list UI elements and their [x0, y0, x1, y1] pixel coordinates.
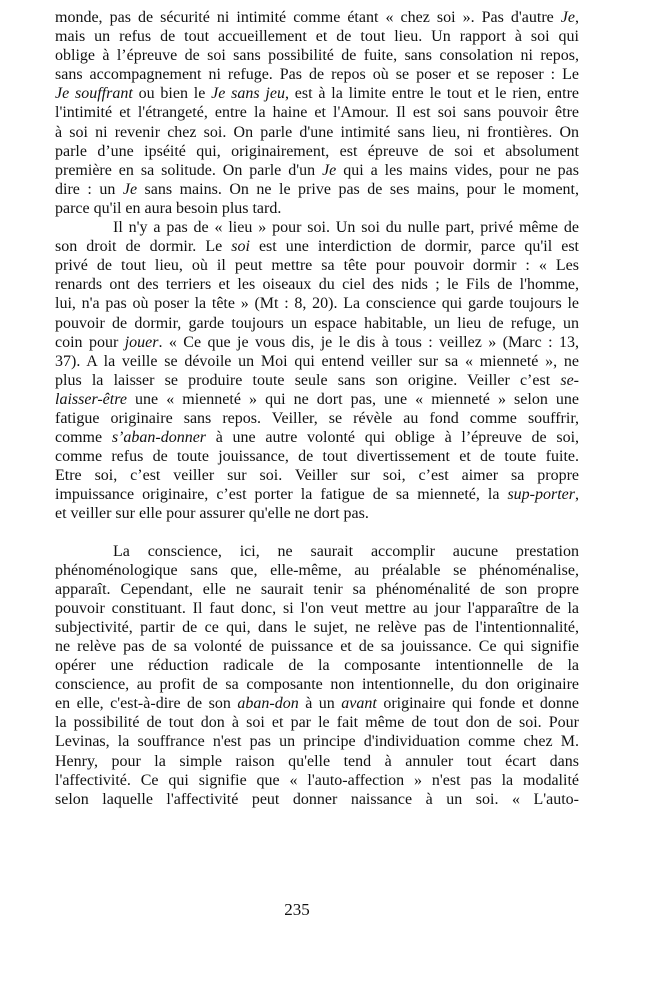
text-run: une « mienneté » qui ne dort pas, une « mienneté » selon une — [126, 390, 579, 408]
text-line — [55, 294, 579, 313]
text-line — [55, 752, 579, 771]
italic-text: Je sans jeu — [211, 85, 285, 103]
text-run: opérer une réduction radicale de la composante intentionnelle de la — [55, 657, 579, 675]
text-line — [55, 409, 579, 428]
text-line — [55, 103, 579, 122]
text-run: en elle, c'est-à-dire de son — [55, 695, 238, 713]
italic-text: soi — [231, 238, 250, 256]
text-line — [55, 618, 579, 637]
text-run: oblige à l’épreuve de soi sans possibilité de fuite, sans consolation ni repos, — [55, 47, 579, 65]
text-run: qui a les mains vides, pour ne pas — [336, 161, 579, 179]
text-line — [55, 447, 579, 466]
text-line — [55, 694, 579, 713]
text-run: pouvoir de dormir, garde toujours un espace habitable, un lieu de refuge, un — [55, 314, 579, 332]
text-run: sans accompagnement ni refuge. Pas de repos où se poser et se reposer : Le — [55, 66, 579, 84]
paragraph — [55, 218, 579, 524]
text-run: la possibilité de tout don à soi et par le fait même de tout don de soi. Pour — [55, 714, 579, 732]
text-run: dire : un — [55, 180, 123, 198]
text-run: originaire qui fonde et donne — [376, 695, 579, 713]
text-run: , — [575, 486, 579, 504]
paragraph — [55, 8, 579, 218]
italic-text: avant — [341, 695, 377, 713]
text-run: à soi ni revenir chez soi. On parle d'une intimité sans lieu, ni frontières. On — [55, 123, 579, 141]
text-line — [55, 675, 579, 694]
text-run: selon laquelle l'affectivité peut donner naissance à un soi. « L'auto- — [55, 790, 579, 808]
text-line — [55, 237, 579, 256]
text-run: coin pour — [55, 333, 125, 351]
text-line — [55, 390, 579, 409]
text-line — [55, 46, 579, 65]
italic-text: Je — [560, 9, 575, 26]
text-run: mais un refus de tout accueillement et de tout lieu. Un rapport à soi qui — [55, 28, 579, 46]
text-run: Il n'y a pas de « lieu » pour soi. Un soi du nulle part, privé même de — [113, 219, 579, 237]
text-run: subjectivité, partir de ce qui, dans le sujet, ne relève pas de l'intentionnalité, — [55, 618, 579, 636]
text-run: renards ont des terriers et les oiseaux du ciel des nids ; le Fils de l'homme, — [55, 276, 579, 294]
text-line — [55, 371, 579, 390]
text-run: privé de tout lieu, où il peut mettre sa tête pour pouvoir dormir : « Les — [55, 257, 579, 275]
paragraph — [55, 542, 579, 809]
text-line — [55, 8, 579, 27]
text-run: ou bien le — [132, 85, 212, 103]
text-run: sans mains. On ne le prive pas de ses mains, pour le moment, — [137, 180, 579, 198]
text-run: à une autre volonté qui oblige à l’épreuve de soi, — [206, 429, 580, 447]
text-line — [55, 732, 579, 751]
text-run: l'intimité et l'étrangeté, entre la haine et l'Amour. Il est soi sans pouvoir être — [55, 104, 579, 122]
text-run: l'affectivité. Ce qui signifie que « l'auto-affection » n'est pas la modalité — [55, 771, 579, 789]
text-line — [55, 656, 579, 675]
text-run: conscience, au profit de sa composante non intentionnelle, du don originaire — [55, 676, 579, 694]
text-run: et veiller sur elle pour assurer qu'elle ne dort pas. — [55, 505, 369, 523]
paragraph-gap — [55, 524, 579, 542]
text-run: à un — [298, 695, 342, 713]
italic-text: Je souffrant — [55, 85, 133, 103]
page-number — [0, 900, 650, 920]
text-run: parce qu'il en aura besoin plus tard. — [55, 199, 282, 217]
text-run: comme refus de toute jouissance, de tout divertissement et de toute fuite. — [55, 448, 579, 466]
text-run: première en sa solitude. On parle d'un — [55, 161, 323, 179]
text-run: son droit de dormir. Le — [55, 238, 232, 256]
text-line — [55, 84, 579, 103]
text-run: Henry, pour la simple raison qu'elle tend à annuler tout écart dans — [55, 752, 579, 770]
text-line — [55, 542, 579, 561]
text-line — [55, 485, 579, 504]
text-line — [55, 65, 579, 84]
text-line — [55, 561, 579, 580]
text-line — [55, 199, 579, 218]
text-run: , est à la limite entre le tout et le rien, entre — [284, 85, 580, 103]
italic-text: Je — [322, 161, 337, 179]
text-line — [55, 142, 579, 161]
text-run: Levinas, la souffrance n'est pas un principe d'individuation comme chez M. — [55, 733, 579, 751]
text-run: lui, n'a pas où poser la tête » (Mt : 8, 20). La conscience qui garde toujours le — [55, 295, 579, 313]
italic-text: s’aban-donner — [111, 429, 207, 447]
text-run: apparaît. Cependant, elle ne saurait tenir sa phénoménalité de son propre — [55, 580, 579, 598]
text-line — [55, 713, 579, 732]
text-run: plus la laisser se produire toute seule sans son origine. Veiller c’est — [55, 371, 561, 389]
text-run: Etre soi, c’est veiller sur soi. Veiller sur soi, c’est aimer sa propre — [55, 467, 579, 485]
text-line — [55, 180, 579, 199]
text-line — [55, 771, 579, 790]
text-line — [55, 27, 579, 46]
italic-text: laisser-être — [55, 390, 127, 408]
text-line — [55, 466, 579, 485]
text-run: , — [575, 9, 579, 26]
text-run: ne relève pas de sa volonté de puissance et de sa jouissance. Ce qui signifie — [55, 638, 579, 655]
page-number-text: 235 — [284, 900, 310, 919]
text-line — [55, 275, 579, 294]
text-line — [55, 637, 579, 656]
text-line — [55, 314, 579, 333]
text-line — [55, 504, 579, 523]
text-line — [55, 123, 579, 142]
text-line — [55, 352, 579, 371]
text-run: fatigue originaire sans repos. Veiller, se révèle au fond comme souffrir, — [55, 409, 579, 427]
text-line — [55, 333, 579, 352]
text-line — [55, 256, 579, 275]
text-run: comme — [55, 429, 112, 447]
italic-text: jouer — [124, 333, 159, 351]
text-line — [55, 428, 579, 447]
text-line — [55, 790, 579, 809]
text-run: impuissance originaire, c’est porter la fatigue de sa mienneté, la — [55, 486, 508, 504]
text-line — [55, 599, 579, 618]
italic-text: se- — [560, 371, 579, 389]
text-run: La conscience, ici, ne saurait accomplir aucune prestation — [113, 542, 579, 560]
text-run: monde, pas de sécurité ni intimité comme étant « chez soi ». Pas d'autre — [55, 9, 561, 26]
text-run: pouvoir constituant. Il faut donc, si l'on veut mettre au jour l'apparaître de la — [55, 599, 579, 617]
text-line — [55, 580, 579, 599]
text-run: 37). A la veille se dévoile un Moi qui entend veiller sur sa « mienneté », ne — [55, 352, 579, 370]
text-run: parle d’une ipséité qui, originairement, est épreuve de soi et absolument — [55, 142, 579, 160]
text-run: phénoménologique sans que, elle-même, au préalable se phénoménalise, — [55, 561, 579, 579]
text-line — [55, 161, 579, 180]
text-run: . « Ce que je vous dis, je le dis à tous : veillez » (Marc : 13, — [158, 333, 579, 351]
page-body — [55, 8, 579, 809]
italic-text: sup-porter — [507, 486, 575, 504]
italic-text: Je — [122, 180, 138, 198]
italic-text: aban-don — [237, 695, 299, 713]
text-line — [55, 218, 579, 237]
text-run: est une interdiction de dormir, parce qu'il est — [249, 238, 579, 256]
